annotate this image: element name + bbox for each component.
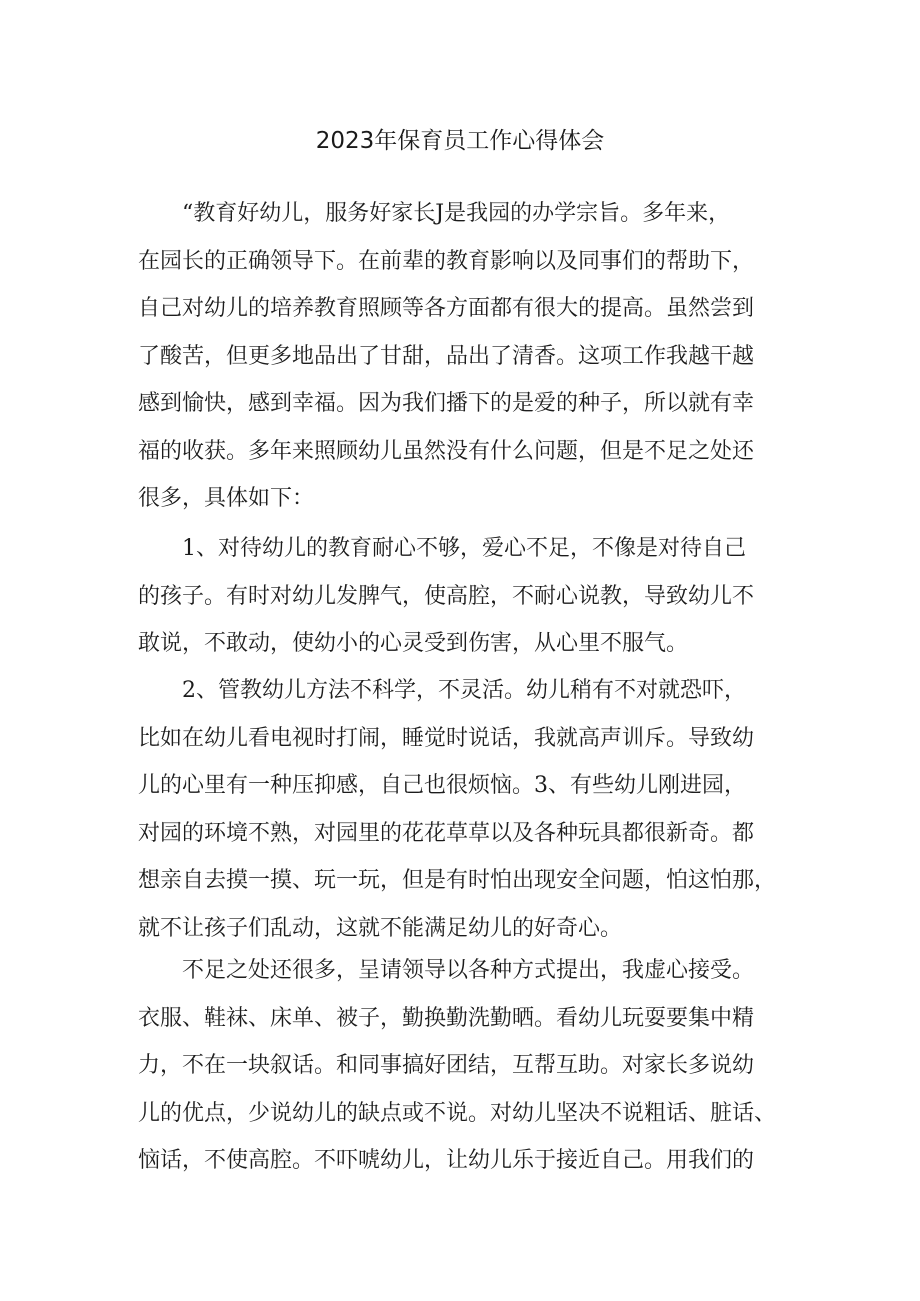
text-line: 力，不在一块叙话。和同事搞好团结，互帮互助。对家长多说幼 — [138, 1053, 755, 1078]
text-line: 很多，具体如下： — [138, 486, 315, 511]
text-line: “教育好幼儿，服务好家长J是我园的办学宗旨。多年来， — [182, 201, 731, 226]
text-line: 恼话，不使高腔。不吓唬幼儿，让幼儿乐于接近自己。用我们的 — [138, 1148, 755, 1173]
paragraph-conclusion — [138, 947, 798, 1185]
paragraph-point-2 — [138, 667, 798, 952]
text-line: 1、对待幼儿的教育耐心不够，爱心不足，不像是对待自己 — [182, 536, 746, 561]
text-line: 在园长的正确领导下。在前辈的教育影响以及同事们的帮助下， — [138, 248, 755, 274]
text-line: 衣服、鞋袜、床单、被子，勤换勤洗勤晒。看幼儿玩耍要集中精 — [138, 1005, 755, 1031]
text-line: 了酸苦，但更多地品出了甘甜，品出了清香。这项工作我越干越 — [138, 343, 755, 369]
document-title: 2023年保育员工作心得体会 — [315, 128, 605, 154]
text-line: 对园的环境不熟，对园里的花花草草以及各种玩具都很新奇。都 — [138, 820, 755, 846]
paragraph-point-1 — [138, 525, 798, 668]
text-line: 就不让孩子们乱动，这就不能满足幼儿的好奇心。 — [138, 915, 623, 941]
paragraph-intro — [138, 190, 798, 523]
text-line: 自己对幼儿的培养教育照顾等各方面都有很大的提高。虽然尝到 — [138, 296, 755, 321]
text-line: 2、管教幼儿方法不科学，不灵活。幼儿稍有不对就恐吓， — [182, 678, 746, 703]
text-line: 的孩子。有时对幼儿发脾气，使高腔，不耐心说教，导致幼儿不 — [138, 583, 755, 609]
text-line: 想亲自去摸一摸、玩一玩，但是有时怕出现安全问题，怕这怕那， — [138, 868, 777, 893]
text-line: 感到愉快，感到幸福。因为我们播下的是爱的种子，所以就有幸 — [138, 391, 755, 416]
text-line: 比如在幼儿看电视时打闹，睡觉时说话，我就高声训斥。导致幼 — [138, 725, 755, 751]
text-line: 不足之处还很多，呈请领导以各种方式提出，我虚心接受。 — [182, 958, 755, 983]
text-line: 儿的优点，少说幼儿的缺点或不说。对幼儿坚决不说粗话、脏话、 — [138, 1100, 777, 1126]
text-line: 福的收获。多年来照顾幼儿虽然没有什么问题，但是不足之处还 — [138, 438, 755, 464]
text-line: 儿的心里有一种压抑感，自己也很烦恼。3、有些幼儿刚进园， — [138, 773, 746, 798]
text-line: 敢说，不敢动，使幼小的心灵受到伤害，从心里不服气。 — [138, 631, 689, 656]
